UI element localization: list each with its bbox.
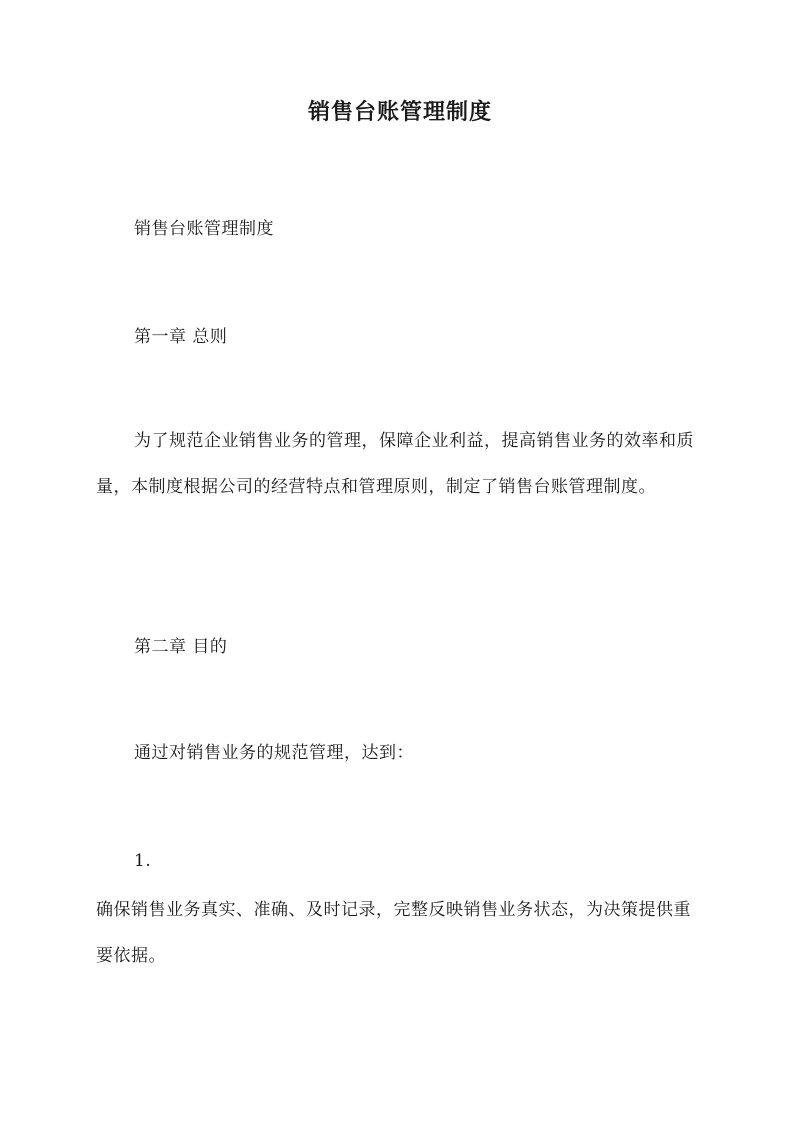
document-title: 销售台账管理制度 (307, 99, 492, 125)
chapter-2-intro: 通过对销售业务的规范管理，达到： (134, 743, 414, 763)
chapter-2-heading: 第二章 目的 (134, 637, 228, 657)
chapter-1-heading: 第一章 总则 (134, 327, 228, 347)
document-subtitle: 销售台账管理制度 (134, 219, 274, 239)
list-item-text: 确保销售业务真实、准确、及时记录，完整反映销售业务状态，为决策提供重要依据。 (96, 900, 691, 966)
chapter-1-paragraph: 为了规范企业销售业务的管理，保障企业利益，提高销售业务的效率和质量，本制度根据公司的经营特点和管理原则，制定了销售台账管理制度。 (96, 431, 694, 497)
list-item-number: 1. (134, 851, 152, 871)
